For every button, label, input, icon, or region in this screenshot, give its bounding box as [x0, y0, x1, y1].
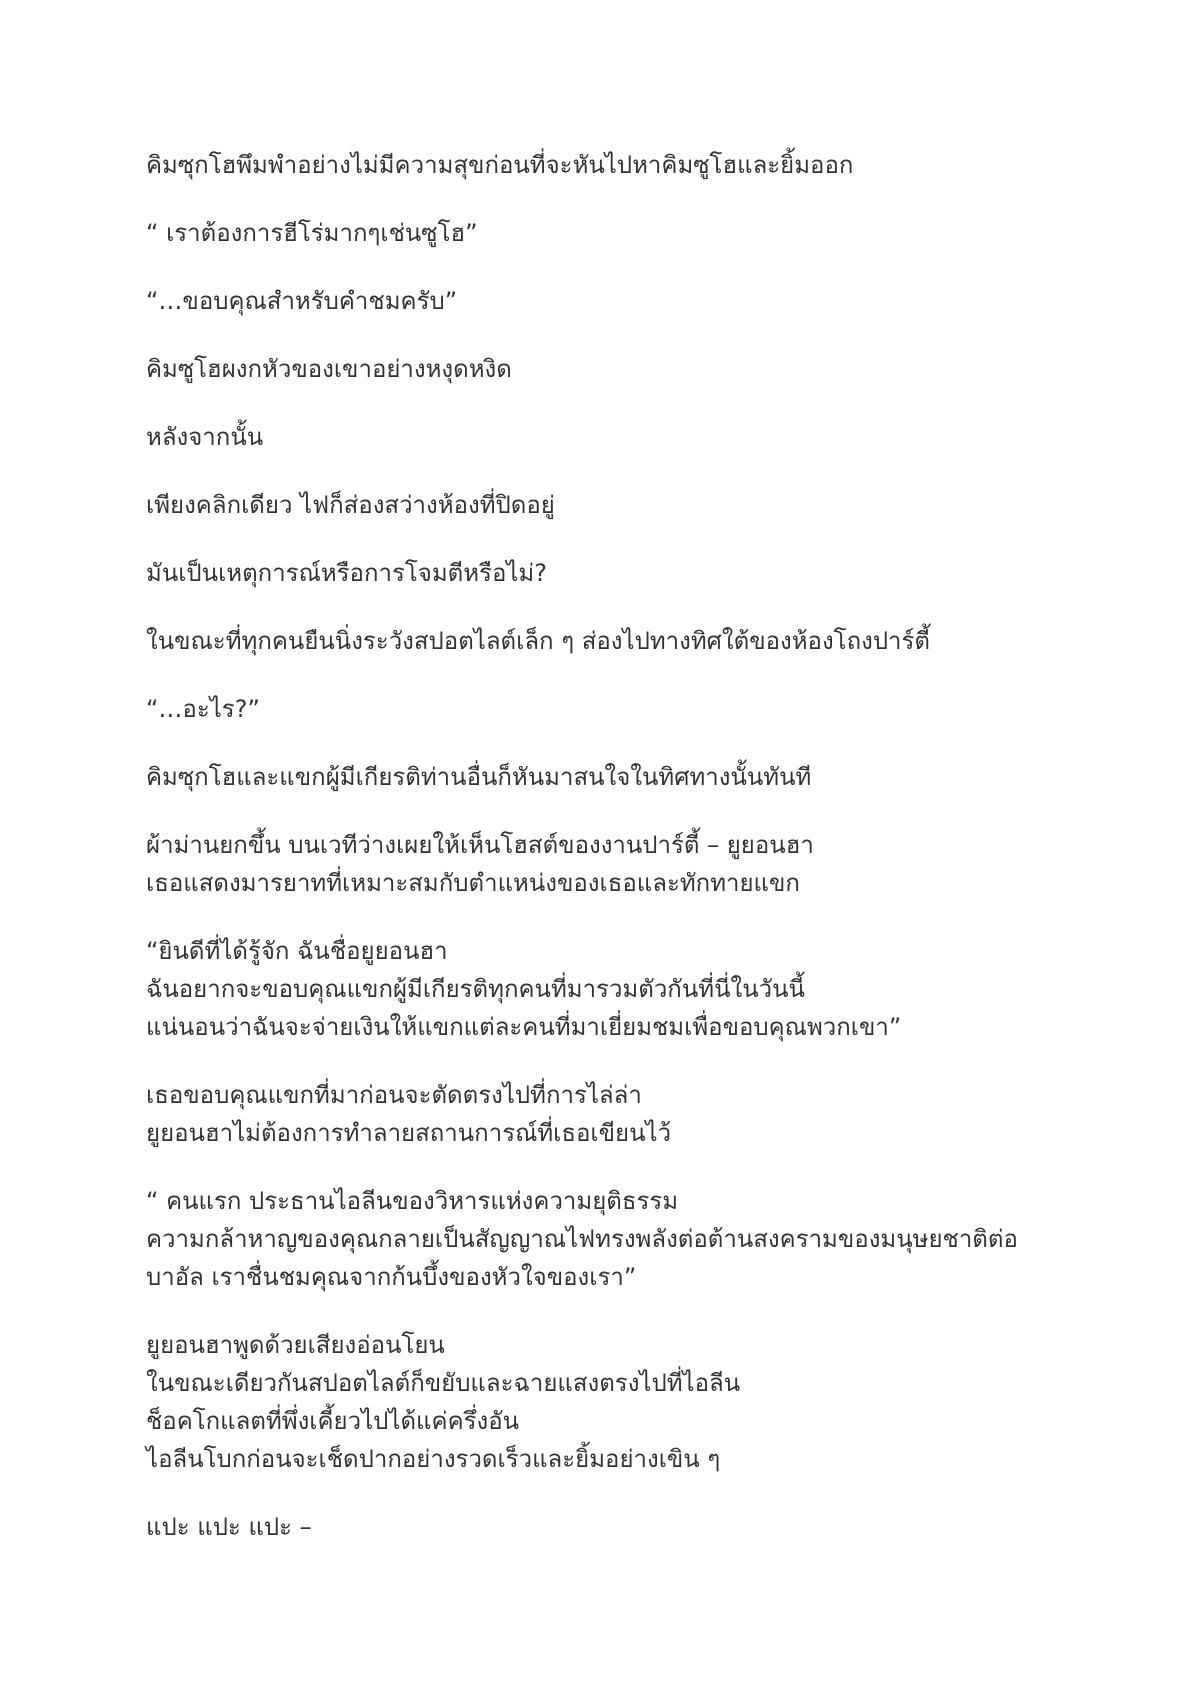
text-line: เพียงคลิกเดียว ไฟก็ส่องสว่างห้องที่ปิดอยู่ — [146, 491, 555, 519]
paragraph — [146, 418, 1106, 456]
document-body — [146, 146, 1106, 1576]
text-line: แปะ แปะ แปะ – — [146, 1513, 312, 1541]
paragraph — [146, 622, 1106, 660]
text-line: คิมซุกโฮพึมพำอย่างไม่มีความสุขก่อนที่จะหันไปหาคิมซูโฮและยิ้มออก — [146, 151, 854, 179]
text-line: “ เราต้องการฮีโร่มากๆเช่นซูโฮ” — [146, 219, 478, 247]
paragraph — [146, 826, 1106, 902]
text-line: เธอแสดงมารยาทที่เหมาะสมกับตำแหน่งของเธอและทักทายแขก — [146, 869, 800, 897]
text-line: ยูยอนฮาไม่ต้องการทำลายสถานการณ์ที่เธอเขียนไว้ — [146, 1119, 672, 1147]
text-line: มันเป็นเหตุการณ์หรือการโจมตีหรือไม่? — [146, 559, 547, 587]
text-line: เธอขอบคุณแขกที่มาก่อนจะตัดตรงไปที่การไล่ล่า — [146, 1081, 642, 1109]
text-line: คิมซุกโฮและแขกผู้มีเกียรติท่านอื่นก็หันมาสนใจในทิศทางนั้นทันที — [146, 763, 812, 791]
paragraph — [146, 690, 1106, 728]
text-line: ช็อคโกแลตที่พึ่งเคี้ยวไปได้แค่ครึ่งอัน — [146, 1407, 520, 1435]
paragraph — [146, 1508, 1106, 1546]
paragraph — [146, 758, 1106, 796]
paragraph — [146, 1326, 1106, 1478]
text-line: “…ขอบคุณสำหรับคำชมครับ” — [146, 287, 458, 315]
text-line: ผ้าม่านยกขึ้น บนเวทีว่างเผยให้เห็นโฮสต์ของงานปาร์ตี้ – ยูยอนฮา — [146, 831, 814, 859]
text-line: ความกล้าหาญของคุณกลายเป็นสัญญาณไฟทรงพลังต่อต้านสงครามของมนุษยชาติต่อ — [146, 1225, 1018, 1253]
text-line: ในขณะที่ทุกคนยืนนิ่งระวังสปอตไลต์เล็ก ๆ ส่องไปทางทิศใต้ของห้องโถงปาร์ตี้ — [146, 627, 931, 655]
paragraph — [146, 486, 1106, 524]
text-line: ไอลีนโบกก่อนจะเช็ดปากอย่างรวดเร็วและยิ้มอย่างเขิน ๆ — [146, 1445, 721, 1473]
text-line: “ยินดีที่ได้รู้จัก ฉันชื่อยูยอนฮา — [146, 937, 448, 965]
text-line: คิมซูโฮผงกหัวของเขาอย่างหงุดหงิด — [146, 355, 512, 383]
text-line: หลังจากนั้น — [146, 423, 264, 451]
text-line: “ คนแรก ประธานไอลีนของวิหารแห่งความยุติธรรม — [146, 1187, 679, 1215]
text-line: “…อะไร?” — [146, 695, 260, 723]
paragraph — [146, 146, 1106, 184]
paragraph — [146, 282, 1106, 320]
paragraph — [146, 214, 1106, 252]
paragraph — [146, 932, 1106, 1046]
paragraph — [146, 350, 1106, 388]
text-line: ในขณะเดียวกันสปอตไลต์ก็ขยับและฉายแสงตรงไปที่ไอลีน — [146, 1369, 741, 1397]
paragraph — [146, 1076, 1106, 1152]
text-line: ฉันอยากจะขอบคุณแขกผู้มีเกียรติทุกคนที่มารวมตัวกันที่นี่ในวันนี้ — [146, 975, 805, 1003]
paragraph — [146, 1182, 1106, 1296]
text-line: บาอัล เราชื่นชมคุณจากก้นบึ้งของหัวใจของเรา” — [146, 1263, 637, 1291]
text-line: ยูยอนฮาพูดด้วยเสียงอ่อนโยน — [146, 1331, 445, 1359]
text-line: แน่นอนว่าฉันจะจ่ายเงินให้แขกแต่ละคนที่มาเยี่ยมชมเพื่อขอบคุณพวกเขา” — [146, 1013, 902, 1041]
paragraph — [146, 554, 1106, 592]
